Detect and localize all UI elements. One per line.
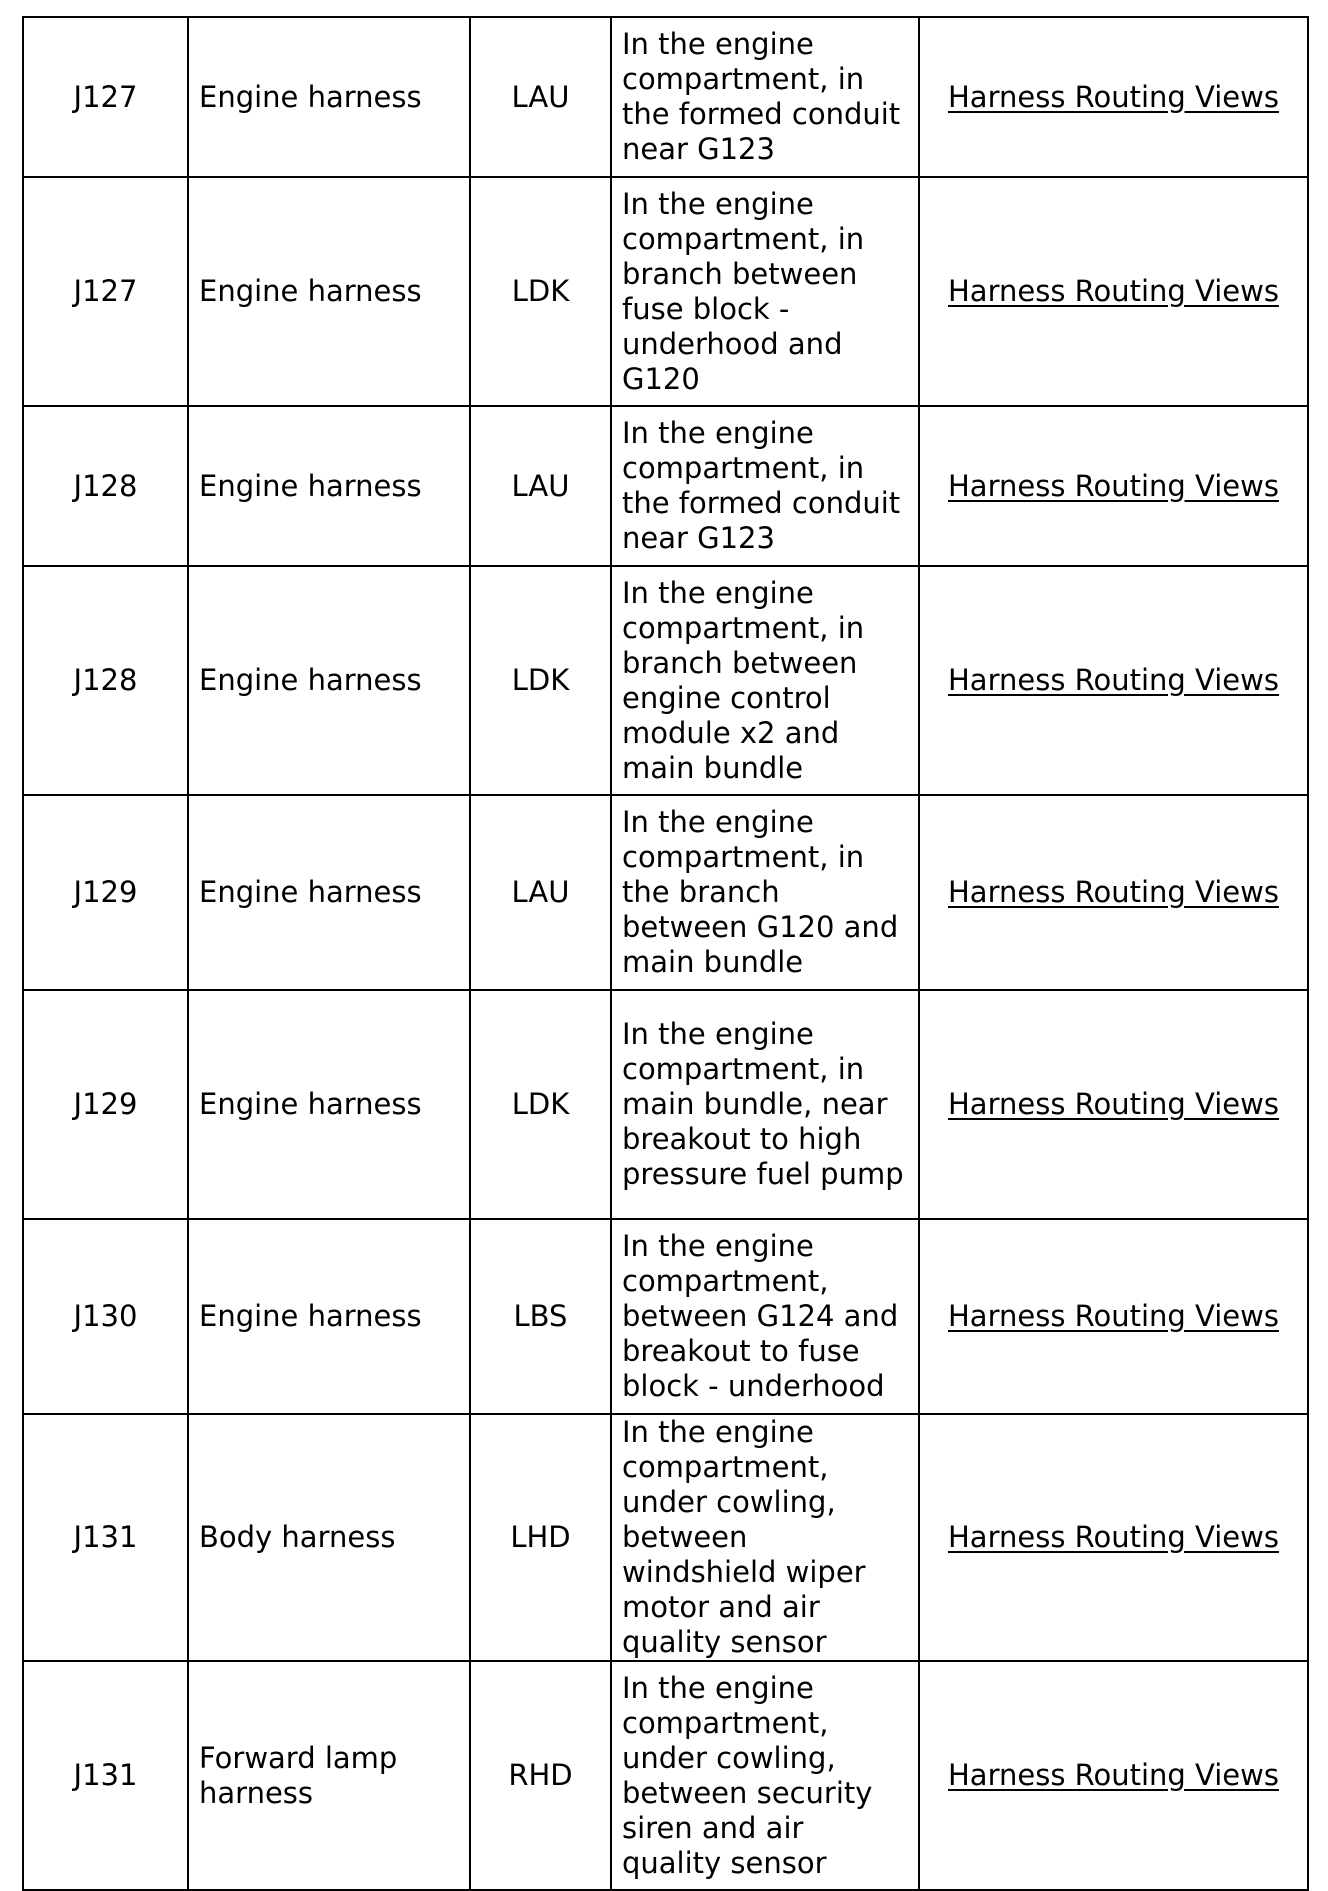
- location-description: In the engine compartment, under cowling, between windshield wiper motor and air quality sensor: [611, 1414, 919, 1661]
- table-row: [23, 177, 1308, 406]
- table-row: [23, 17, 1308, 177]
- location-description: In the engine compartment, between G124 and breakout to fuse block - underhood: [611, 1219, 919, 1414]
- connector-id: J131: [23, 1661, 188, 1890]
- option-code: LDK: [470, 990, 611, 1219]
- harness-name: Engine harness: [188, 177, 470, 406]
- harness-routing-views-link[interactable]: Harness Routing Views: [948, 468, 1279, 503]
- harness-name: Engine harness: [188, 17, 470, 177]
- connector-id: J128: [23, 566, 188, 795]
- connector-id: J129: [23, 990, 188, 1219]
- option-code: LAU: [470, 406, 611, 566]
- option-code: LBS: [470, 1219, 611, 1414]
- location-description: In the engine compartment, under cowling, between security siren and air quality sensor: [611, 1661, 919, 1890]
- table-row: [23, 990, 1308, 1219]
- link-cell: [919, 566, 1308, 795]
- harness-routing-views-link[interactable]: Harness Routing Views: [948, 274, 1279, 308]
- harness-routing-views-link[interactable]: Harness Routing Views: [948, 663, 1279, 697]
- connector-id: J127: [23, 17, 188, 177]
- table-row: [23, 1414, 1308, 1661]
- table-row: [23, 1219, 1308, 1414]
- harness-name: Engine harness: [188, 406, 470, 566]
- table-row: [23, 566, 1308, 795]
- link-cell: [919, 1219, 1308, 1414]
- harness-routing-views-link[interactable]: Harness Routing Views: [948, 1758, 1279, 1792]
- harness-name: Forward lamp harness: [188, 1661, 470, 1890]
- connector-id: J131: [23, 1414, 188, 1661]
- harness-routing-views-link[interactable]: Harness Routing Views: [948, 1299, 1279, 1333]
- harness-routing-views-link[interactable]: Harness Routing Views: [948, 1087, 1279, 1121]
- harness-routing-views-link[interactable]: Harness Routing Views: [948, 79, 1279, 114]
- option-code: LAU: [470, 795, 611, 990]
- option-code: LAU: [470, 17, 611, 177]
- location-description: In the engine compartment, in the branch between G120 and main bundle: [611, 795, 919, 990]
- harness-routing-views-link[interactable]: Harness Routing Views: [948, 875, 1279, 909]
- location-description: In the engine compartment, in the formed conduit near G123: [611, 406, 919, 566]
- harness-name: Engine harness: [188, 1219, 470, 1414]
- table-row: [23, 795, 1308, 990]
- link-cell: [919, 1661, 1308, 1890]
- harness-name: Engine harness: [188, 566, 470, 795]
- splice-location-table: [22, 16, 1309, 1891]
- table-row: [23, 406, 1308, 566]
- connector-id: J130: [23, 1219, 188, 1414]
- connector-id: J128: [23, 406, 188, 566]
- harness-name: Engine harness: [188, 990, 470, 1219]
- link-cell: [919, 406, 1308, 566]
- option-code: LDK: [470, 566, 611, 795]
- link-cell: [919, 795, 1308, 990]
- link-cell: [919, 990, 1308, 1219]
- connector-id: J129: [23, 795, 188, 990]
- link-cell: [919, 177, 1308, 406]
- table-row: [23, 1661, 1308, 1890]
- connector-id: J127: [23, 177, 188, 406]
- option-code: LHD: [470, 1414, 611, 1661]
- harness-name: Engine harness: [188, 795, 470, 990]
- harness-routing-views-link[interactable]: Harness Routing Views: [948, 1520, 1279, 1554]
- harness-name: Body harness: [188, 1414, 470, 1661]
- location-description: In the engine compartment, in branch between fuse block - underhood and G120: [611, 177, 919, 406]
- location-description: In the engine compartment, in main bundle, near breakout to high pressure fuel pump: [611, 990, 919, 1219]
- location-description: In the engine compartment, in the formed conduit near G123: [611, 17, 919, 177]
- location-description: In the engine compartment, in branch between engine control module x2 and main bundle: [611, 566, 919, 795]
- link-cell: [919, 17, 1308, 177]
- option-code: RHD: [470, 1661, 611, 1890]
- link-cell: [919, 1414, 1308, 1661]
- option-code: LDK: [470, 177, 611, 406]
